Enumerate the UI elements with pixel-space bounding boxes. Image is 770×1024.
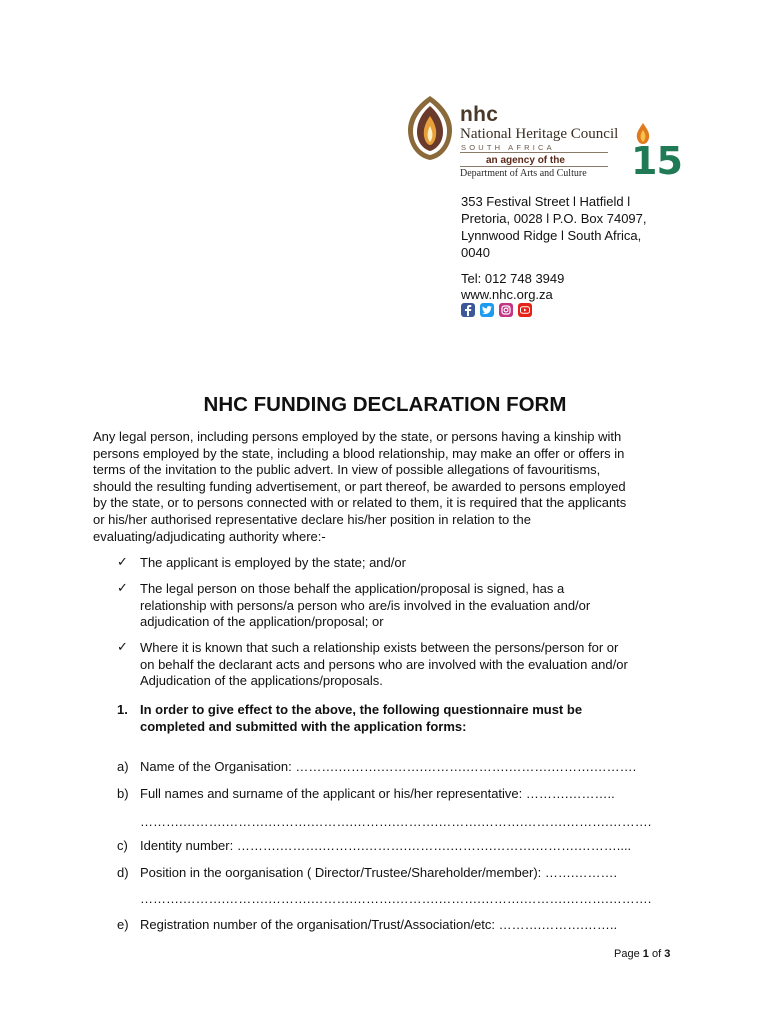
field-text: Position in the oorganisation ( Director/Trustee/Shareholder/member): …….………. [140,865,618,880]
field-label: d) [117,865,129,880]
department-line: Department of Arts and Culture [460,168,587,179]
social-icons [461,303,532,317]
field-text: Registration number of the organisation/Trust/Association/etc: ……….……….…….. [140,917,618,932]
bullet-line: Where it is known that such a relationship exists between the persons/person for or [140,640,619,655]
intro-line: or his/her authorised representative declare his/her position in relation to the [93,511,531,527]
org-short-name: nhc [460,103,499,126]
page-of: of [651,948,662,960]
bullet-line: on behalf the declarant acts and persons who are involved with the evaluation and/or [140,656,628,672]
bullet-line: The legal person on those behalf the application/proposal is signed, has a [140,581,565,596]
checkmark-icon: ✓ [117,555,128,570]
address-line: 353 Festival Street l Hatfield l [461,194,631,209]
field-label: c) [117,838,128,853]
intro-paragraph [93,429,693,545]
anniversary-number: 15 [631,139,682,183]
page-number [614,948,670,960]
telephone: Tel: 012 748 3949 [461,271,565,286]
field-continuation-line[interactable]: ……….……….……….……….……….……….……….……….……….……….……….………. [140,814,652,829]
field-label: b) [117,786,129,801]
org-full-name: National Heritage Council [460,126,619,142]
page-total: 3 [664,948,671,960]
website-link[interactable]: www.nhc.org.za [461,287,553,302]
field-text: Identity number: ……….……….……….……….……….……….……….……….……….... [140,838,632,853]
agency-line: an agency of the [486,155,565,166]
org-country: SOUTH AFRICA [461,143,555,152]
intro-line: Any legal person, including persons employed by the state, or persons having a kinship with [93,429,622,444]
address-line: 0040 [461,245,490,260]
bullet-line: adjudication of the application/proposal; or [140,614,384,630]
facebook-icon[interactable] [461,303,475,317]
intro-line: evaluating/adjudicating authority where:- [93,528,326,544]
checkmark-icon: ✓ [117,581,128,596]
intro-line: by the state, or to persons connected with or related to them, it is required that the applicants [93,495,627,511]
page-word: Page [614,948,640,960]
bullet-line: The applicant is employed by the state; and/or [140,555,406,570]
field-label: e) [117,917,129,932]
address-line: Lynnwood Ridge l South Africa, [461,228,642,243]
logo-divider [460,166,608,167]
question-number: 1. [117,702,128,717]
intro-line: terms of the invitation to the public advert. In view of possible allegations of favouritisms, [93,462,601,478]
field-continuation-line[interactable]: ……….……….……….……….……….……….……….……….……….……….……….………. [140,891,652,906]
bullet-line: relationship with persons/a person who are/is involved in the evaluation and/or [140,597,591,613]
field-label: a) [117,759,129,774]
intro-line: should the resulting funding advertisement, or part thereof, be awarded to persons employed [93,478,626,494]
nhc-logo-emblem [406,94,454,162]
checkmark-icon: ✓ [117,640,128,655]
youtube-icon[interactable] [518,303,532,317]
field-text: Name of the Organisation: ……….……….……….……….……….……….……….………. [140,759,637,774]
document-title: NHC FUNDING DECLARATION FORM [203,393,567,416]
logo-divider [460,152,608,153]
address-block [461,193,681,261]
field-text: Full names and surname of the applicant or his/her representative: ……….……….. [140,786,615,801]
instagram-icon[interactable] [499,303,513,317]
twitter-icon[interactable] [480,303,494,317]
page-current: 1 [642,948,649,960]
intro-line: persons employed by the state, including a blood relationship, may make an offer or offers in [93,445,625,461]
question-line: completed and submitted with the application forms: [140,718,467,734]
bullet-line: Adjudication of the applications/proposals. [140,673,383,689]
address-line: Pretoria, 0028 l P.O. Box 74097, [461,211,647,226]
question-line: In order to give effect to the above, the following questionnaire must be [140,702,583,717]
